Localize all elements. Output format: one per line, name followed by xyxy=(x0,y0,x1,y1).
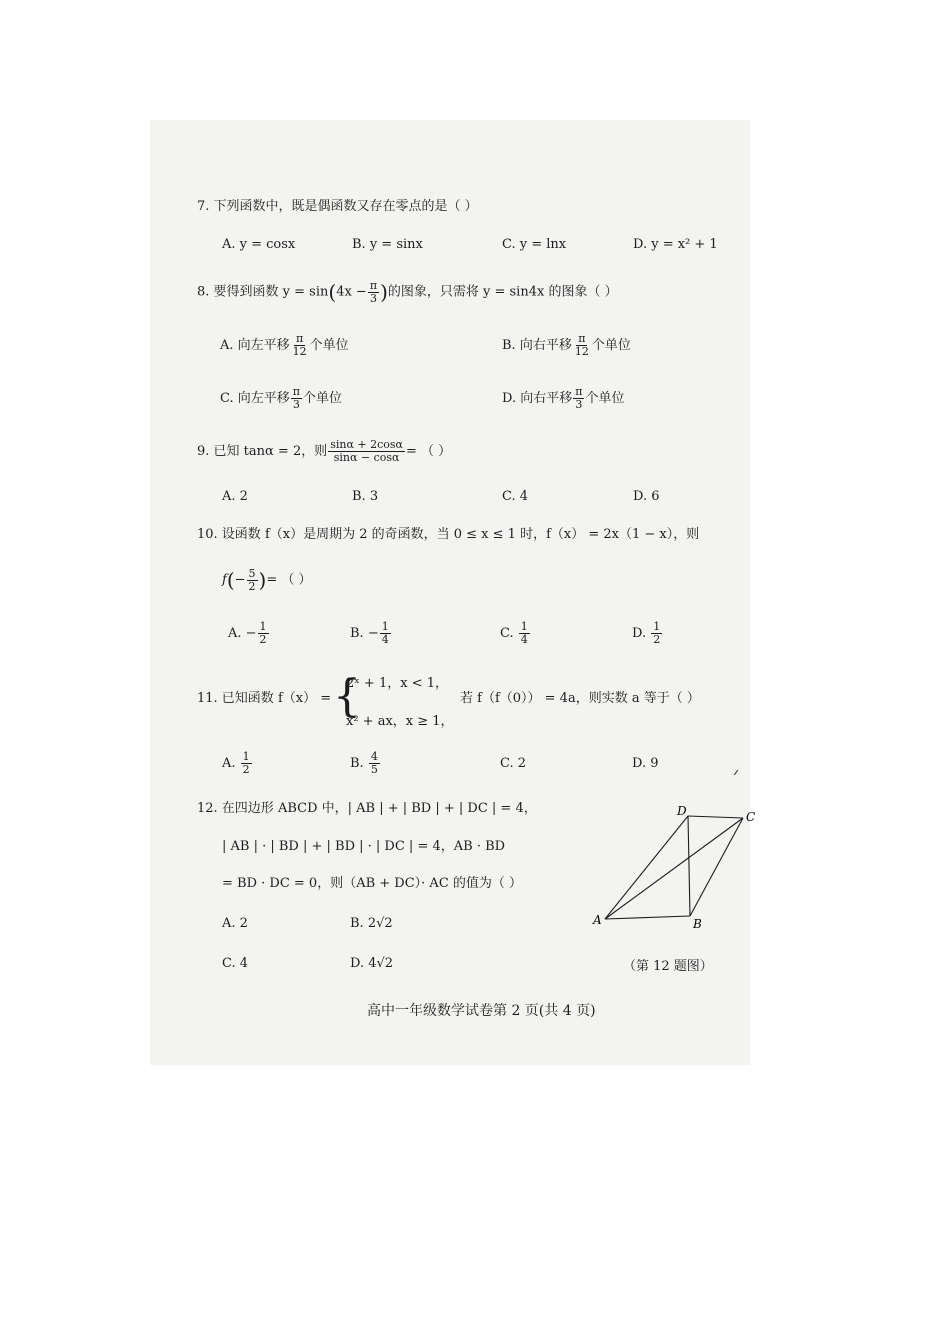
q11-option-b xyxy=(350,750,381,778)
option-fraction xyxy=(369,751,380,776)
q10-option-b xyxy=(350,620,392,648)
paren-open: ( xyxy=(328,280,337,304)
q12-option-b: B. 2√2 xyxy=(350,916,393,931)
fraction-denominator: sinα − cosα xyxy=(333,451,400,464)
q10-line2-b: = （ ） xyxy=(266,572,312,588)
paren-close: ) xyxy=(258,568,267,592)
q9-option-d: D. 6 xyxy=(633,489,660,504)
option-text-suffix: 个单位 xyxy=(591,338,631,353)
q8-stem-inner: 4x − xyxy=(336,284,367,300)
q8-stem-a: 8. 要得到函数 y = sin xyxy=(197,284,329,300)
option-text-suffix: 个单位 xyxy=(302,391,342,406)
fraction-denominator: 4 xyxy=(381,633,389,646)
function-f: f xyxy=(222,572,227,588)
q10-stem: 10. 设函数 f（x）是周期为 2 的奇函数，当 0 ≤ x ≤ 1 时，f（x） = 2x（1 − x），则 xyxy=(197,527,700,542)
option-text: A. xyxy=(222,756,240,771)
fraction-numerator: 1 xyxy=(259,620,267,633)
q9-stem-b: = （ ） xyxy=(405,444,452,459)
option-text-suffix: 个单位 xyxy=(309,338,349,353)
option-fraction xyxy=(519,621,530,646)
fraction-numerator: 1 xyxy=(242,750,250,763)
fraction-denominator: 3 xyxy=(575,398,583,411)
q12-line-3: = BD · DC = 0，则（AB + DC）· AC 的值为（ ） xyxy=(222,876,523,891)
q10-option-d xyxy=(632,620,663,648)
vertex-label-d: D xyxy=(677,804,687,818)
page-footer: 高中一年级数学试卷第 2 页(共 4 页) xyxy=(367,1003,596,1019)
fraction-denominator: 2 xyxy=(653,633,661,646)
q8-option-a xyxy=(220,333,349,359)
option-fraction xyxy=(380,621,391,646)
fraction-denominator: 3 xyxy=(369,291,377,305)
fraction-denominator: 4 xyxy=(520,633,528,646)
option-text: C. xyxy=(500,626,518,641)
edge-cd xyxy=(688,816,743,818)
q9-fraction xyxy=(328,439,405,464)
q11-option-d: D. 9 xyxy=(632,756,659,771)
fraction-denominator: 5 xyxy=(370,763,378,776)
vertex-label-b: B xyxy=(693,917,702,931)
q11-option-a xyxy=(222,750,253,778)
q12-figure xyxy=(585,800,765,940)
vertex-label-c: C xyxy=(746,810,756,824)
fraction-numerator: 4 xyxy=(370,750,378,763)
fraction-denominator: 2 xyxy=(248,579,256,593)
fraction-denominator: 12 xyxy=(292,345,307,358)
fraction-numerator: sinα + 2cosα xyxy=(330,438,403,451)
q8-fraction xyxy=(368,280,379,305)
paren-open: ( xyxy=(226,568,235,592)
q11-case-2: x² + ax，x ≥ 1， xyxy=(346,714,454,729)
q8-stem xyxy=(197,278,618,307)
q11-case-1: 2ˣ + 1，x < 1， xyxy=(346,676,448,691)
option-text: D. xyxy=(632,626,651,641)
minus-sign: − xyxy=(234,572,246,588)
edge-bc xyxy=(690,818,743,916)
fraction-numerator: π xyxy=(578,332,586,345)
fraction-denominator: 2 xyxy=(242,763,250,776)
fraction-numerator: 1 xyxy=(381,620,389,633)
q9-option-a: A. 2 xyxy=(222,489,248,504)
q7-stem: 7. 下列函数中，既是偶函数又存在零点的是（ ） xyxy=(197,199,478,214)
q12-option-a: A. 2 xyxy=(222,916,248,931)
q10-fraction xyxy=(247,568,258,593)
option-fraction xyxy=(291,386,302,411)
q11-stem-a: 11. 已知函数 f（x） = xyxy=(197,691,332,706)
q8-option-b xyxy=(502,333,631,359)
option-text: C. 向左平移 xyxy=(220,391,290,406)
option-fraction xyxy=(573,386,584,411)
q12-option-c: C. 4 xyxy=(222,956,249,971)
q12-line-2: | AB | · | BD | + | BD | · | DC | = 4，AB · BD xyxy=(222,839,506,854)
fraction-numerator: 1 xyxy=(653,620,661,633)
fraction-numerator: π xyxy=(369,278,378,292)
option-text: A. − xyxy=(228,626,257,641)
q8-option-d xyxy=(502,386,624,412)
option-fraction xyxy=(258,621,269,646)
q7-option-c: C. y = lnx xyxy=(502,237,567,252)
option-text: B. xyxy=(350,756,368,771)
fraction-numerator: π xyxy=(292,385,300,398)
option-fraction xyxy=(573,333,591,358)
q9-stem-a: 9. 已知 tanα = 2，则 xyxy=(197,444,328,459)
q10-line2 xyxy=(222,566,312,595)
q10-option-a xyxy=(228,620,270,648)
fraction-denominator: 3 xyxy=(292,398,300,411)
q9-stem xyxy=(197,438,451,466)
edge-ab xyxy=(605,916,690,919)
option-text: B. − xyxy=(350,626,379,641)
option-text: A. 向左平移 xyxy=(220,338,290,353)
figure-caption: （第 12 题图） xyxy=(623,959,713,974)
vertex-label-a: A xyxy=(593,913,602,927)
q12-option-d: D. 4√2 xyxy=(350,956,394,971)
fraction-numerator: 1 xyxy=(520,620,528,633)
option-text: B. 向右平移 xyxy=(502,338,572,353)
fraction-numerator: π xyxy=(296,332,304,345)
q9-option-b: B. 3 xyxy=(352,489,379,504)
q11-stem-b: 若 f（f（0）） = 4a，则实数 a 等于（ ） xyxy=(460,691,700,706)
q9-option-c: C. 4 xyxy=(502,489,529,504)
option-fraction xyxy=(651,621,662,646)
q8-option-c xyxy=(220,386,342,412)
q10-option-c xyxy=(500,620,531,648)
q8-stem-b: 的图象，只需将 y = sin4x 的图象（ ） xyxy=(387,284,618,300)
fraction-denominator: 12 xyxy=(574,345,589,358)
diagonal-bd xyxy=(688,816,690,916)
q11-option-c: C. 2 xyxy=(500,756,527,771)
option-fraction xyxy=(241,751,252,776)
fraction-denominator: 2 xyxy=(259,633,267,646)
q12-line-1: 12. 在四边形 ABCD 中，| AB | + | BD | + | DC | = 4， xyxy=(197,801,537,816)
q7-option-a: A. y = cosx xyxy=(222,237,296,252)
fraction-numerator: π xyxy=(575,385,583,398)
fraction-numerator: 5 xyxy=(248,566,256,580)
q7-option-b: B. y = sinx xyxy=(352,237,423,252)
option-text-suffix: 个单位 xyxy=(585,391,625,406)
q7-option-d: D. y = x² + 1 xyxy=(633,237,718,252)
piecewise-brace: { xyxy=(333,671,361,722)
option-fraction xyxy=(291,333,309,358)
paren-close: ) xyxy=(380,280,388,304)
option-text: D. 向右平移 xyxy=(502,391,573,406)
